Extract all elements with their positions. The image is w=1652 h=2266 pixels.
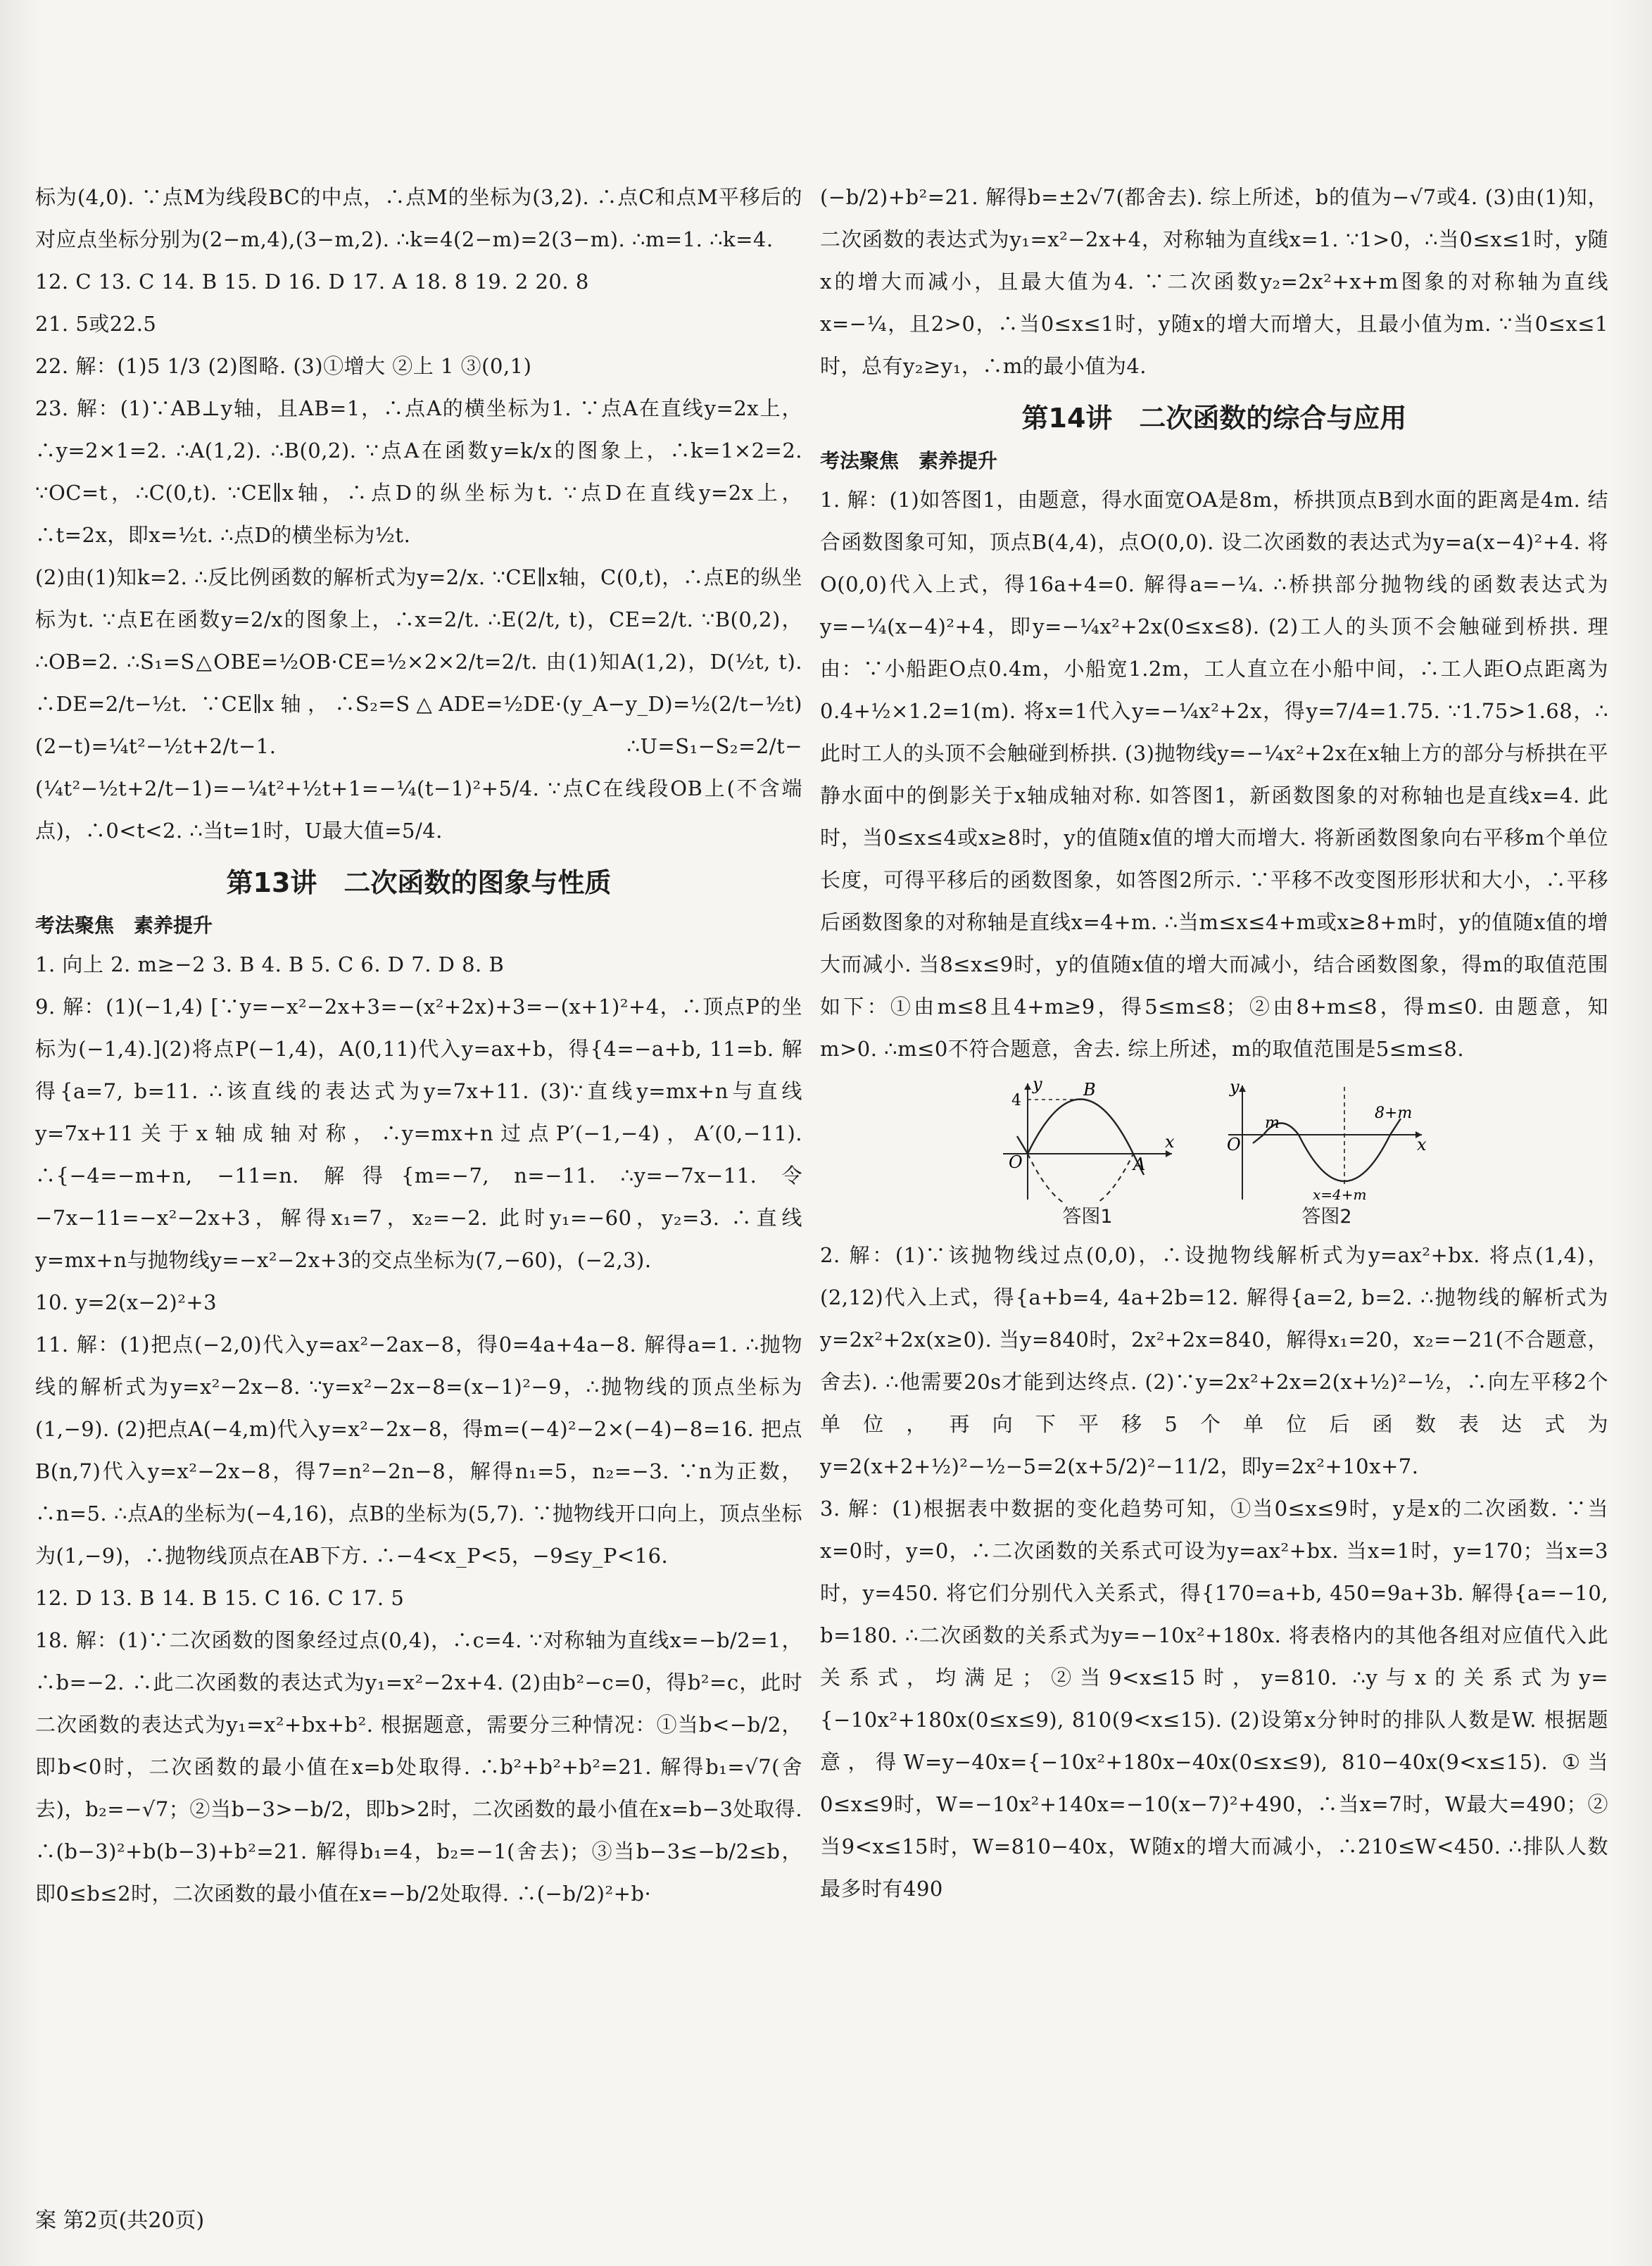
figure-2-caption: 答图2 bbox=[1301, 1206, 1352, 1228]
reflection-curve bbox=[1028, 1154, 1133, 1203]
answer-line-23-part2: (2)由(1)知k=2. ∴反比例函数的解析式为y=2/x. ∵CE∥x轴，C(0,t)，∴点E的纵坐标为t. ∵点E在函数y=2/x的图象上，∴x=2/t. ∴E(2/t, t)，CE=2/t. ∵B(0,2)，∴OB=2. ∴S₁=S△OBE=½OB·CE=½×2×2/t=2/t. 由(1)知A(1,2)，D(½t, t). ∴DE=2/t−½t. ∵CE∥x轴，∴S₂=S△ADE=½DE·(y_A−y_D)=½(2/t−½t)(2−t)=¼t²−½t+2/t−1. ∴U=S₁−S₂=2/t−(¼t²−½t+2/t−1)=−¼t²+½t+1=−¼(t−1)²+5/4. ∵点C在线段OB上(不含端点)，∴0<t<2. ∴当t=1时，U最大值=5/4. bbox=[35, 565, 802, 843]
label-axis: x=4+m bbox=[1313, 1186, 1367, 1203]
figures-row bbox=[820, 1080, 1608, 1230]
y-axis-arrow bbox=[1024, 1083, 1031, 1090]
answer-line-18-cont: (−b/2)+b²=21. 解得b=±2√7(都舍去). 综上所述，b的值为−√7或4. (3)由(1)知，二次函数的表达式为y₁=x²−2x+4，对称轴为直线x=1. ∵1>0，∴当0≤x≤1时，y随x的增大而减小，且最大值为4. ∵二次函数y₂=2x²+x+m图象的对称轴为直线x=−¼，且2>0，∴当0≤x≤1时，y随x的增大而增大，且最小值为m. ∵当0≤x≤1时，总有y₂≥y₁，∴m的最小值为4. bbox=[820, 185, 1608, 378]
lecture-14-title: 第14讲 二次函数的综合与应用 bbox=[1021, 403, 1407, 434]
answer-line-12-17: 12. D 13. B 14. B 15. C 16. C 17. 5 bbox=[35, 1586, 405, 1610]
answer-line-12-20: 12. C 13. C 14. B 15. D 16. D 17. A 18. 8 19. 2 20. 8 bbox=[35, 270, 589, 294]
answer-line-1: 1. 解：(1)如答图1，由题意，得水面宽OA是8m，桥拱顶点B到水面的距离是4m. 结合函数图象可知，顶点B(4,4)，点O(0,0). 设二次函数的表达式为y=a(x−4)²+4. 将O(0,0)代入上式，得16a+4=0. 解得a=−¼. ∴桥拱部分抛物线的函数表达式为y=−¼(x−4)²+4，即y=−¼x²+2x(0≤x≤8). (2)工人的头顶不会触碰到桥拱. 理由：∵小船距O点0.4m，小船宽1.2m，工人直立在小船中间，∴工人距O点距离为0.4+½×1.2=1(m). 将x=1代入y=−¼x²+2x，得y=7/4=1.75. ∵1.75>1.68，∴此时工人的头顶不会触碰到桥拱. (3)抛物线y=−¼x²+2x在x轴上方的部分与桥拱在平静水面中的倒影关于x轴成轴对称. 如答图1，新函数图象的对称轴也是直线x=4. 此时，当0≤x≤4或x≥8时，y的值随x值的增大而增大. 将新函数图象向右平移m个单位长度，可得平移后的函数图象，如答图2所示. ∵平移不改变图形形状和大小，∴平移后函数图象的对称轴是直线x=4+m. ∴当m≤x≤4+m或x≥8+m时，y的值随x值的增大而减小. 当8≤x≤9时，y的值随x值的增大而减小，结合函数图象，得m的取值范围如下：①由m≤8且4+m≥9，得5≤m≤8；②由8+m≤8，得m≤0. 由题意，知m>0. ∴m≤0不符合题意，舍去. 综上所述，m的取值范围是5≤m≤8. bbox=[820, 488, 1608, 1061]
arch-curve-left bbox=[1017, 1136, 1028, 1154]
section-label: 考法聚焦 素养提升 bbox=[820, 449, 998, 472]
label-x: x bbox=[1417, 1135, 1427, 1154]
label-y: y bbox=[1230, 1080, 1240, 1097]
answer-line-2: 2. 解：(1)∵该抛物线过点(0,0)，∴设抛物线解析式为y=ax²+bx. 将点(1,4)，(2,12)代入上式，得{a+b=4, 4a+2b=12. 解得{a=2, b=2. ∴抛物线的解析式为y=2x²+2x(x≥0). 当y=840时，2x²+2x=840，解得x₁=20，x₂=−21(不合题意，舍去). ∴他需要20s才能到达终点. (2)∵y=2x²+2x=2(x+½)²−½，∴向左平移2个单位，再向下平移5个单位后函数表达式为y=2(x+2+½)²−½−5=2(x+5/2)²−11/2，即y=2x²+10x+7. bbox=[820, 1243, 1608, 1478]
footer-prefix: 案 bbox=[35, 2208, 56, 2233]
label-y: y bbox=[1033, 1080, 1042, 1094]
label-8-plus-m: 8+m bbox=[1375, 1104, 1413, 1122]
figure-1-caption: 答图1 bbox=[1062, 1206, 1113, 1228]
right-column bbox=[820, 176, 1608, 1910]
figure-1-graph bbox=[996, 1080, 1179, 1203]
answer-line-9: 9. 解：(1)(−1,4) [∵y=−x²−2x+3=−(x²+2x)+3=−(x+1)²+4，∴顶点P的坐标为(−1,4).](2)将点P(−1,4)，A(0,11)代入y=ax+b，得{4=−a+b, 11=b. 解得{a=7, b=11. ∴该直线的表达式为y=7x+11. (3)∵直线y=mx+n与直线y=7x+11关于x轴成轴对称，∴y=mx+n过点P′(−1,−4)，A′(0,−11). ∴{−4=−m+n, −11=n. 解得{m=−7, n=−11. ∴y=−7x−11. 令−7x−11=−x²−2x+3，解得x₁=7，x₂=−2. 此时y₁=−60，y₂=3. ∴直线y=mx+n与抛物线y=−x²−2x+3的交点坐标为(7,−60)，(−2,3). bbox=[35, 995, 802, 1272]
answer-line-1-8: 1. 向上 2. m≥−2 3. B 4. B 5. C 6. D 7. D 8. B bbox=[35, 952, 505, 976]
label-a: A bbox=[1133, 1154, 1146, 1174]
label-m: m bbox=[1265, 1114, 1280, 1132]
label-4: 4 bbox=[1011, 1092, 1021, 1109]
figure-2-graph bbox=[1221, 1080, 1432, 1203]
label-b: B bbox=[1083, 1080, 1096, 1100]
y-axis-arrow bbox=[1239, 1085, 1246, 1092]
page-number: 第2页(共20页) bbox=[63, 2208, 205, 2233]
label-origin: O bbox=[1009, 1152, 1023, 1172]
figure-1 bbox=[996, 1080, 1179, 1230]
answer-line-18: 18. 解：(1)∵二次函数的图象经过点(0,4)，∴c=4. ∵对称轴为直线x=−b/2=1，∴b=−2. ∴此二次函数的表达式为y₁=x²−2x+4. (2)由b²−c=0，得b²=c，此时二次函数的表达式为y₁=x²+bx+b². 根据题意，需要分三种情况：①当b<−b/2，即b<0时，二次函数的最小值在x=b处取得. ∴b²+b²+b²=21. 解得b₁=√7(舍去)，b₂=−√7；②当b−3>−b/2，即b>2时，二次函数的最小值在x=b−3处取得. ∴(b−3)²+b(b−3)+b²=21. 解得b₁=4，b₂=−1(舍去)；③当b−3≤−b/2≤b，即0≤b≤2时，二次函数的最小值在x=−b/2处取得. ∴(−b/2)²+b· bbox=[35, 1628, 802, 1906]
answer-line-11: 11. 解：(1)把点(−2,0)代入y=ax²−2ax−8，得0=4a+4a−8. 解得a=1. ∴抛物线的解析式为y=x²−2x−8. ∵y=x²−2x−8=(x−1)²−9，∴抛物线的顶点坐标为(1,−9). (2)把点A(−4,m)代入y=x²−2x−8，得m=(−4)²−2×(−4)−8=16. 把点B(n,7)代入y=x²−2x−8，得7=n²−2n−8，解得n₁=5，n₂=−3. ∵n为正数，∴n=5. ∴点A的坐标为(−4,16)，点B的坐标为(5,7). ∵抛物线开口向上，顶点坐标为(1,−9)，∴抛物线顶点在AB下方. ∴−4<x_P<5，−9≤y_P<16. bbox=[35, 1333, 802, 1568]
arch-curve bbox=[1028, 1100, 1144, 1176]
figure-2 bbox=[1221, 1080, 1432, 1230]
lecture-13-title: 第13讲 二次函数的图象与性质 bbox=[226, 867, 612, 898]
answer-line-23: 23. 解：(1)∵AB⊥y轴，且AB=1，∴点A的横坐标为1. ∵点A在直线y=2x上，∴y=2×1=2. ∴A(1,2). ∴B(0,2). ∵点A在函数y=k/x的图象上，∴k=1×2=2. ∵OC=t，∴C(0,t). ∵CE∥x轴，∴点D的纵坐标为t. ∵点D在直线y=2x上，∴t=2x，即x=½t. ∴点D的横坐标为½t. bbox=[35, 396, 802, 547]
section-label: 考法聚焦 素养提升 bbox=[35, 914, 213, 937]
answer-line-21: 21. 5或22.5 bbox=[35, 312, 157, 336]
answer-line-3: 3. 解：(1)根据表中数据的变化趋势可知，①当0≤x≤9时，y是x的二次函数. ∵当x=0时，y=0，∴二次函数的关系式可设为y=ax²+bx. 当x=1时，y=170；当x=3时，y=450. 将它们分别代入关系式，得{170=a+b, 450=9a+3b. 解得{a=−10, b=180. ∴二次函数的关系式为y=−10x²+180x. 将表格内的其他各组对应值代入此关系式，均满足；②当9<x≤15时，y=810. ∴y与x的关系式为y={−10x²+180x(0≤x≤9), 810(9<x≤15). (2)设第x分钟时的排队人数是W. 根据题意，得W=y−40x={−10x²+180x−40x(0≤x≤9), 810−40x(9<x≤15). ①当0≤x≤9时，W=−10x²+140x=−10(x−7)²+490，∴当x=7时，W最大=490；②当9<x≤15时，W=810−40x，W随x的增大而减小，∴210≤W<450. ∴排队人数最多时有490 bbox=[820, 1497, 1608, 1901]
answer-paragraph: 标为(4,0). ∵点M为线段BC的中点，∴点M的坐标为(3,2). ∴点C和点M平移后的对应点坐标分别为(2−m,4),(3−m,2). ∴k=4(2−m)=2(3−m). ∴m=1. ∴k=4. bbox=[35, 185, 802, 251]
left-column bbox=[35, 176, 802, 1915]
label-x: x bbox=[1165, 1132, 1175, 1152]
answer-line-10: 10. y=2(x−2)²+3 bbox=[35, 1290, 217, 1314]
page-footer bbox=[35, 2207, 204, 2235]
answer-line-22: 22. 解：(1)5 1/3 (2)图略. (3)①增大 ②上 1 ③(0,1) bbox=[35, 354, 532, 378]
label-origin: O bbox=[1227, 1135, 1241, 1154]
